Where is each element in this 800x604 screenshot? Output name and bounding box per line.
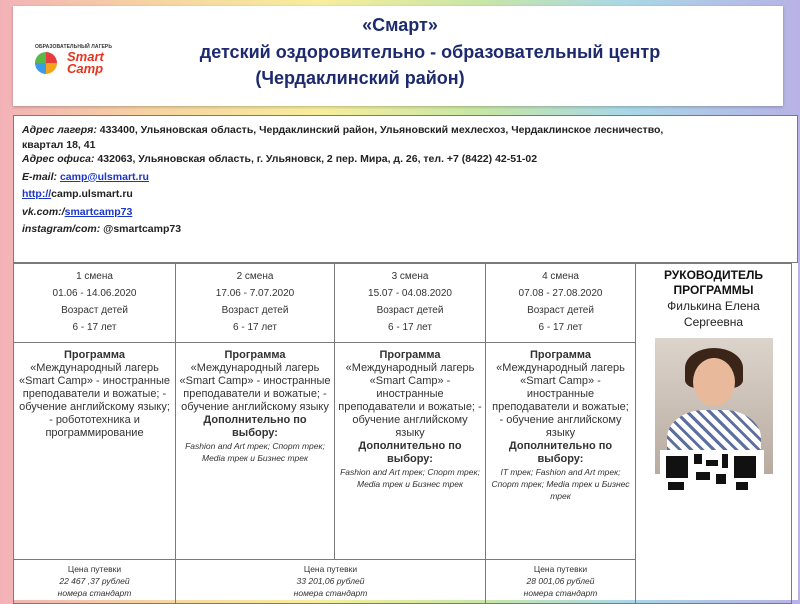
office-address-value: 432063, Ульяновская область, г. Ульяновск, 2 пер. Мира, д. 26, тел. +7 (8422) 42-51-02 xyxy=(94,153,538,165)
program-extra: IT трек; Fashion and Art трек; Спорт трек; Media трек и Бизнес трек xyxy=(491,467,630,501)
price-cell-1 xyxy=(14,560,176,604)
program-heading: Программа xyxy=(224,349,286,361)
shift-dates: 15.07 - 04.08.2020 xyxy=(368,288,452,299)
program-extra-heading: Дополнительно по выбору: xyxy=(358,440,462,465)
shift-name: 1 смена xyxy=(76,271,113,282)
shift-cell-1 xyxy=(14,264,176,343)
program-cell-4 xyxy=(486,343,636,560)
price-value: 28 001,06 рублей xyxy=(526,576,595,586)
shift-age-label: Возраст детей xyxy=(527,305,594,316)
shift-age: 6 - 17 лет xyxy=(233,322,277,333)
price-label: Цена путевки xyxy=(303,564,358,574)
price-note: номера стандарт xyxy=(523,588,598,598)
program-heading: Программа xyxy=(529,349,591,361)
camp-address-label: Адрес лагеря: xyxy=(22,124,97,136)
shift-age-label: Возраст детей xyxy=(61,305,128,316)
shift-age: 6 - 17 лет xyxy=(388,322,432,333)
shift-cell-3 xyxy=(335,264,486,343)
logo-smart: Smart xyxy=(67,49,104,64)
shift-dates: 01.06 - 14.06.2020 xyxy=(52,288,137,299)
program-extra: Fashion and Art трек; Спорт трек; Media трек и Бизнес трек xyxy=(340,467,480,489)
site-value: camp.ulsmart.ru xyxy=(51,188,133,200)
shift-name: 4 смена xyxy=(542,271,579,282)
logo-camp: Camp xyxy=(67,61,104,76)
program-body: «Международный лагерь «Smart Camp» - иностранные преподаватели и вожатые; - обучение английскому языку xyxy=(338,362,482,439)
shift-name: 2 смена xyxy=(236,271,274,282)
program-body: «Международный лагерь «Smart Camp» - иностранные преподаватели и вожатые; - обучение английскому языку xyxy=(179,362,331,413)
price-cell-3 xyxy=(486,560,636,604)
program-extra-heading: Дополнительно по выбору: xyxy=(508,440,613,465)
shift-cell-4 xyxy=(486,264,636,343)
program-cell-1 xyxy=(14,343,176,560)
instagram-label: instagram/com: xyxy=(22,223,101,235)
program-cell-3 xyxy=(335,343,486,560)
price-note: номера стандарт xyxy=(293,588,368,598)
site-prefix-link[interactable]: http:// xyxy=(22,188,52,200)
vk-link[interactable]: smartcamp73 xyxy=(64,205,133,218)
director-name: Филькина Елена Сергеевна xyxy=(667,299,760,329)
shifts-table xyxy=(13,263,792,604)
price-label: Цена путевки xyxy=(533,564,588,574)
title-line-2: детский оздоровительно - образовательный центр xyxy=(199,42,661,62)
shift-cell-2 xyxy=(176,264,335,343)
price-value: 33 201,06 рублей xyxy=(296,576,365,586)
vk-label: vk.com:/ xyxy=(22,205,65,218)
email-link[interactable]: camp@ulsmart.ru xyxy=(59,170,149,183)
program-heading: Программа xyxy=(63,349,125,361)
director-cell xyxy=(636,264,792,604)
program-body: «Международный лагерь «Smart Camp» - иностранные преподаватели и вожатые; - обучение английскому языку; - робототехника и программирование xyxy=(18,362,171,439)
title-line-1: «Смарт» xyxy=(362,15,438,35)
shift-age-label: Возраст детей xyxy=(221,305,289,316)
info-panel xyxy=(13,115,798,600)
shift-dates: 07.08 - 27.08.2020 xyxy=(518,288,603,299)
price-note: номера стандарт xyxy=(57,588,132,598)
program-extra-heading: Дополнительно по выбору: xyxy=(203,414,307,439)
program-cell-2 xyxy=(176,343,335,560)
price-label: Цена путевки xyxy=(67,564,122,574)
director-title: РУКОВОДИТЕЛЬ ПРОГРАММЫ xyxy=(663,268,764,297)
instagram-value: @smartcamp73 xyxy=(100,223,182,235)
price-value: 22 467 ,37 рублей xyxy=(59,576,130,586)
shift-dates: 17.06 - 7.07.2020 xyxy=(215,288,295,299)
program-heading: Программа xyxy=(379,349,441,361)
title-line-3: (Чердаклинский район) xyxy=(255,68,465,88)
office-address-label: Адрес офиса: xyxy=(22,153,95,165)
program-body: «Международный лагерь «Smart Camp» - иностранные преподаватели и вожатые; - обучение английскому языку xyxy=(492,362,629,439)
address-block xyxy=(13,115,798,263)
shift-age-label: Возраст детей xyxy=(376,305,444,316)
camp-address-value-2: квартал 18, 41 xyxy=(22,138,96,151)
logo-caption: ОБРАЗОВАТЕЛЬНЫЙ ЛАГЕРЬ xyxy=(35,44,113,50)
shift-name: 3 смена xyxy=(391,271,429,282)
price-cell-2 xyxy=(176,560,486,604)
shift-age: 6 - 17 лет xyxy=(72,322,117,333)
email-label: E-mail: xyxy=(22,170,58,183)
shift-age: 6 - 17 лет xyxy=(538,322,583,333)
camp-address-value: 433400, Ульяновская область, Чердаклинский район, Ульяновский мехлесхоз, Чердаклинское лесничество, xyxy=(96,124,664,136)
program-extra: Fashion and Art трек; Спорт трек; Media трек и Бизнес трек xyxy=(185,441,325,463)
qr-code-icon xyxy=(660,450,764,490)
